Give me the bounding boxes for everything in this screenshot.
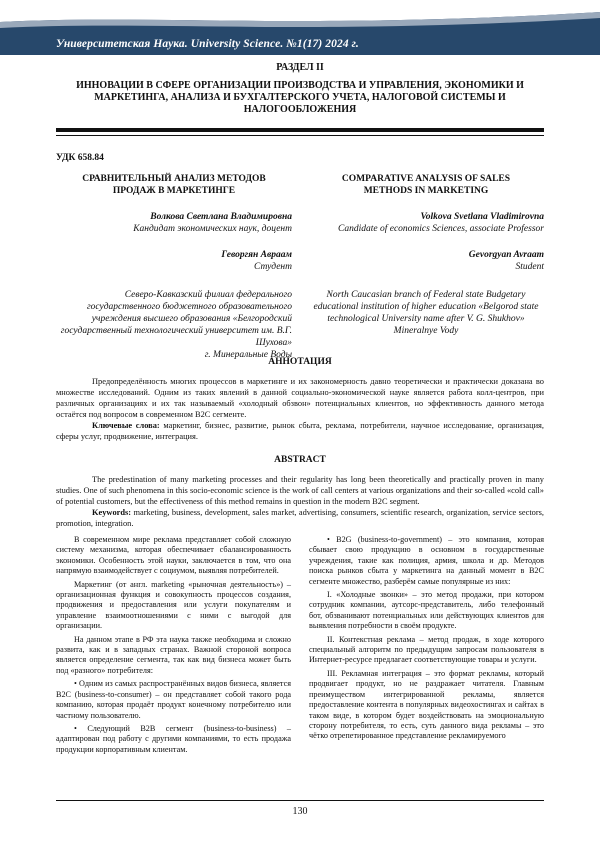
en-title-line1: COMPARATIVE ANALYSIS OF SALES — [341, 174, 511, 184]
ru-city: г. Минеральные Воды — [204, 350, 292, 360]
en-affiliation: North Caucasian branch of Federal state Budgetary educational institution of higher education «Belgorod state technological University name after V. G. Shukhov» — [313, 290, 539, 324]
udk-code: УДК 658.84 — [56, 153, 104, 163]
annotation-section — [56, 376, 544, 442]
en-author2-role: Student — [515, 262, 544, 272]
divider-thick — [56, 128, 544, 132]
ru-title-line1: СРАВНИТЕЛЬНЫЙ АНАЛИЗ МЕТОДОВ — [82, 174, 266, 184]
en-city: Mineralnye Vody — [393, 326, 459, 336]
journal-title: Университетская Наука. University Science. №1(17) 2024 г. — [56, 38, 359, 50]
en-author2-name: Gevorgyan Avraam — [468, 250, 544, 260]
en-title — [308, 173, 544, 197]
ru-author1-name: Волкова Светлана Владимировна — [150, 212, 292, 222]
body-left-paragraph: Маркетинг (от англ. marketing «рыночная деятельность») – организационная функция и совокупность процессов создания, продвижения и предоставления или услуги покупателям и управление взаимоотношениями с ними с выгодой для организации. — [56, 579, 291, 631]
body-column-left — [56, 535, 291, 758]
en-author1-block — [308, 211, 544, 235]
section-title: ИННОВАЦИИ В СФЕРЕ ОРГАНИЗАЦИИ ПРОИЗВОДСТВА И УПРАВЛЕНИЯ, ЭКОНОМИКИ И МАРКЕТИНГА, АНАЛИЗА И БУХГАЛТЕРСКОГО УЧЕТА, НАЛОГОВОЙ СИСТЕМЫ И НАЛОГООБЛОЖЕНИЯ — [76, 80, 524, 115]
ru-author1-block — [56, 211, 292, 235]
body-left-paragraph: • Одним из самых распространённых видов бизнеса, является B2C (business-to-consumer) – он представляет собой такого рода компанию, которая продаёт продукт конечному потребителю или частному пользователю. — [56, 679, 291, 720]
section-label: РАЗДЕЛ II — [276, 62, 324, 73]
abstract-keywords: marketing, business, development, sales market, advertising, consumers, scientific research, organization, service sectors, promotion, integration. — [56, 508, 544, 528]
annotation-text: Предопределённость многих процессов в маркетинге и их закономерность давно теоретически и практически доказана во множестве исследований. Одним из таких явлений в данной социально-экономической науке является работа колл-центров, при различных организациях и их так называемый «холодный обзвон» потенциальных клиентов, но эффективность данного метода остаётся под вопросом в современном B2C сегменте. — [56, 377, 544, 419]
ru-title — [56, 173, 292, 197]
body-right-paragraph: III. Рекламная интеграция – это формат рекламы, который продвигает продукт, но не раздражает читателя. Главным преимуществом интегрированной рекламы, является предоставление контента в популярных видеохостингах и сайтах в таком виде, в котором будет воздействовать на эмоциональную сторону потребителя, то есть, суть данного вида рекламы – это чётко отрепетированное представление рекламируемого — [309, 668, 544, 741]
body-left-paragraph: В современном мире реклама представляет собой сложную систему механизма, которая обеспечивает сбалансированность экономики. Особенность этой науки, заключается в том, что она напрямую взаимодействует с социумом, выявляя потребителей. — [56, 535, 291, 576]
body-right-paragraph: II. Контекстная реклама – метод продаж, в ходе которого специальный алгоритм по предыдущим запросам пользователя в Интернет-ресурсе предлагает соответствующие товары и услуги. — [309, 634, 544, 665]
ru-affiliation-block — [56, 289, 292, 361]
en-affiliation-block — [308, 289, 544, 337]
annotation-heading: АННОТАЦИЯ — [268, 357, 332, 367]
english-title-block — [308, 173, 544, 337]
ru-affiliation: Северо-Кавказский филиал федерального государственного бюджетного образовательного учреждения высшего образования «Белгородский государственный технологический университет им. В.Г. Шухова» — [60, 290, 292, 348]
divider-thin — [56, 135, 544, 136]
footer-divider — [56, 800, 544, 801]
en-title-line2: METHODS IN MARKETING — [363, 186, 489, 196]
body-left-paragraph: • Следующий B2B сегмент (business-to-business) – адаптирован под работу с другими компаниями, то есть продажа продукции корпоративным клиентам. — [56, 723, 291, 754]
ru-author1-role: Кандидат экономических наук, доцент — [133, 224, 292, 234]
en-author1-role: Candidate of economics Sciences, associate Professor — [338, 224, 544, 234]
ru-author2-block — [56, 249, 292, 273]
body-column-right — [309, 535, 544, 745]
en-author1-name: Volkova Svetlana Vladimirovna — [420, 212, 544, 222]
abstract-heading: ABSTRACT — [274, 455, 326, 465]
body-right-paragraph: I. «Холодные звонки» – это метод продажи, при котором сотрудник компании, аутсорс-представитель, либо телефонный бот, обзванивают потенциальных или действующих клиентов для выявления потребности в своём продукте. — [309, 590, 544, 631]
journal-header-band — [0, 0, 600, 55]
abstract-section — [56, 474, 544, 529]
abstract-keywords-label: Keywords: — [92, 508, 132, 517]
body-left-paragraph: На данном этапе в РФ эта наука также необходима и сложно развита, как и в западных странах. Важной стороной вопроса является определение сегмента, так как вид бизнеса может быть под «разного» потребителя: — [56, 634, 291, 675]
body-right-paragraph: • B2G (business-to-government) – это компания, которая сбывает свою продукцию в основном в государственные учреждения, такие как полиция, армия, школа и др. Методов поиска рынков сбыта у маркетинга на данный момент в B2C сегменте множество, разберём самые популярные из них: — [309, 535, 544, 586]
russian-title-block — [56, 173, 292, 361]
en-author2-block — [308, 249, 544, 273]
annotation-keywords: маркетинг, бизнес, развитие, рынок сбыта, реклама, потребители, научное исследование, организация, сферы услуг, продвижение, интеграция. — [56, 421, 544, 441]
annotation-keywords-label: Ключевые слова: — [92, 421, 160, 430]
ru-author2-name: Геворгян Авраам — [221, 250, 292, 260]
ru-author2-role: Студент — [254, 262, 292, 272]
ru-title-line2: ПРОДАЖ В МАРКЕТИНГЕ — [112, 186, 236, 196]
page-number: 130 — [292, 806, 308, 817]
abstract-text: The predestination of many marketing processes and their regularity has long been theoretically and practically proven in many studies. One of such phenomena in this socio-economic science is the work of call centers at various organizations and their so-called «cold call» of potential customers, but the effectiveness of this method remains in question in the modern B2C segment. — [56, 475, 544, 506]
